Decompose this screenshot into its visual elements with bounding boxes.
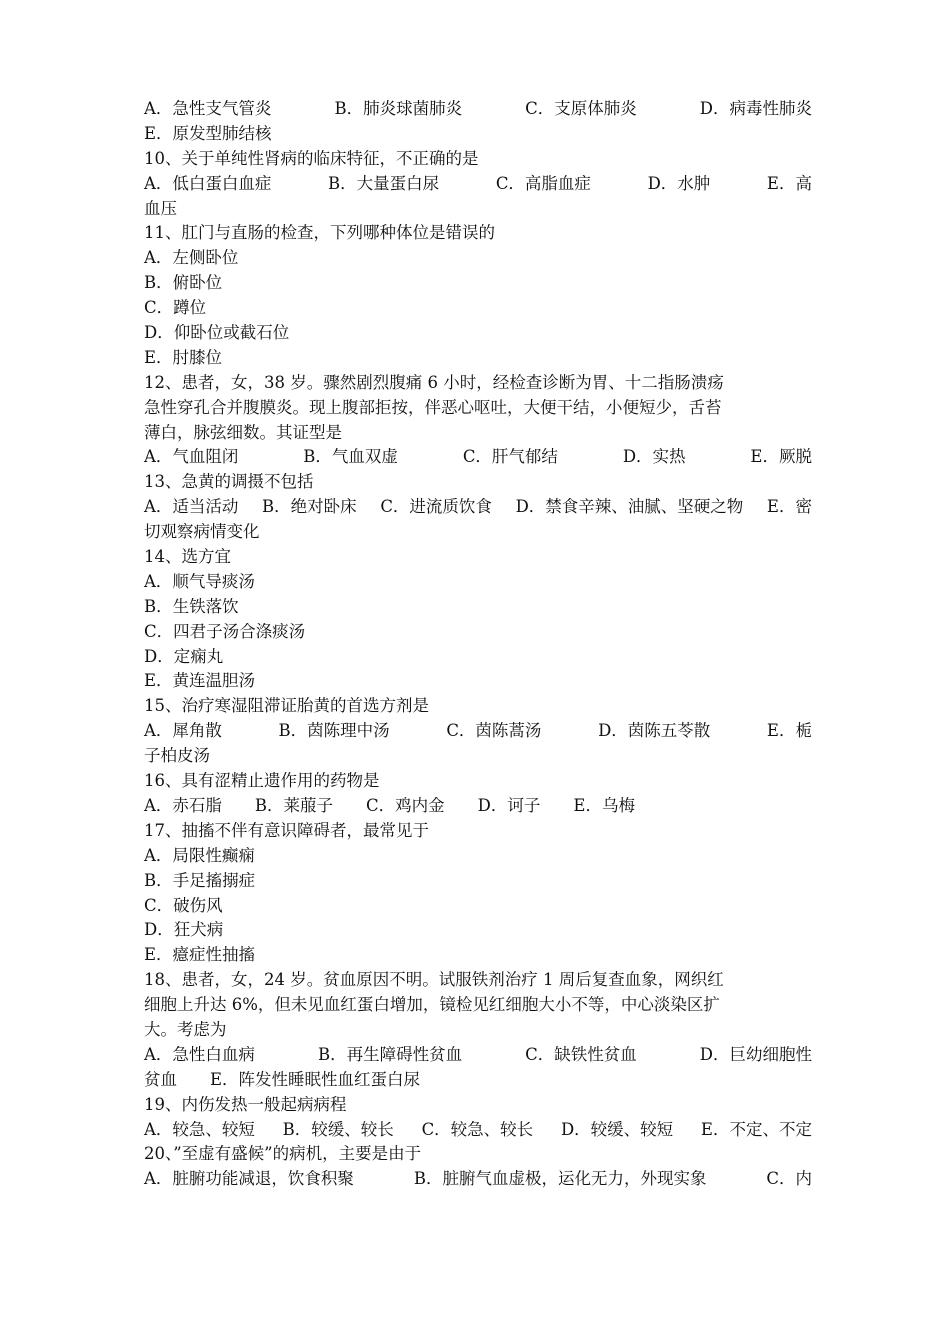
option-text: D．较缓、较短 [560, 1119, 674, 1139]
text-line: C．破伤风 [144, 895, 223, 915]
option-text: E．密 [766, 497, 812, 517]
text-line: 19、内伤发热一般起病病程 [144, 1094, 347, 1114]
text-line: 贫血 E．阵发性睡眠性血红蛋白尿 [144, 1069, 421, 1089]
text-line: B．生铁落饮 [144, 596, 239, 616]
option-text: B．绝对卧床 [262, 497, 357, 517]
text-line: 16、具有涩精止遗作用的药物是 [144, 771, 380, 791]
text-line: A．顺气导痰汤 [144, 571, 255, 591]
text-line: 11、肛门与直肠的检查，下列哪种体位是错误的 [144, 223, 495, 243]
option-text: A．脏腑功能减退，饮食积聚 [144, 1169, 354, 1189]
option-text: D．巨幼细胞性 [699, 1044, 812, 1064]
option-row [144, 97, 812, 122]
option-text: A．急性支气管炎 [144, 99, 272, 118]
text-line: 14、选方宜 [144, 547, 231, 567]
option-text: E．高 [766, 173, 812, 193]
text-line: E．癔症性抽搐 [144, 945, 256, 965]
text-line: A．左侧卧位 [144, 248, 239, 268]
text-line: 子柏皮汤 [144, 746, 210, 766]
text-line: 17、抽搐不伴有意识障碍者，最常见于 [144, 820, 429, 840]
option-text: E．厥脱 [750, 447, 812, 467]
option-text: C．较急、较长 [421, 1119, 534, 1139]
option-text: C．进流质饮食 [380, 497, 492, 517]
text-line: 10、关于单纯性肾病的临床特征，不正确的是 [144, 148, 479, 168]
option-text: C．茵陈蒿汤 [446, 721, 542, 741]
option-text: D．实热 [622, 447, 686, 467]
text-line: 大。考虑为 [144, 1019, 227, 1039]
option-row [144, 719, 812, 744]
text-line: C．蹲位 [144, 298, 207, 318]
text-line: 薄白，脉弦细数。其证型是 [144, 422, 342, 442]
option-text: B．肺炎球菌肺炎 [334, 99, 463, 118]
option-text: E．不定、不定 [700, 1119, 812, 1139]
text-line: C．四君子汤合涤痰汤 [144, 621, 306, 641]
option-text: B．气血双虚 [303, 447, 398, 467]
text-line: A．局限性癫痫 [144, 845, 255, 865]
text-line: B．俯卧位 [144, 273, 223, 293]
option-text: D．病毒性肺炎 [699, 99, 812, 118]
option-text: D．禁食辛辣、油腻、坚硬之物 [515, 497, 744, 517]
text-line: A．赤石脂 B．莱菔子 C．鸡内金 D．诃子 E．乌梅 [144, 795, 635, 815]
option-text: A．较急、较短 [144, 1119, 255, 1139]
option-row [144, 1118, 812, 1143]
text-line: E．黄连温胆汤 [144, 671, 256, 691]
option-text: D．水肿 [647, 173, 711, 193]
text-line: 13、急黄的调摄不包括 [144, 472, 314, 492]
text-line: 20、”至虚有盛候”的病机，主要是由于 [144, 1144, 422, 1164]
option-text: C．内 [766, 1169, 812, 1189]
option-text: C．缺铁性贫血 [525, 1044, 637, 1064]
option-text: B．茵陈理中汤 [278, 721, 390, 741]
option-text: A．适当活动 [144, 497, 239, 517]
option-text: A．犀角散 [144, 721, 222, 741]
text-line: D．狂犬病 [144, 920, 224, 940]
option-text: B．脏腑气血虚极，运化无力，外现实象 [413, 1169, 707, 1189]
option-text: E．栀 [766, 721, 812, 741]
option-text: B．大量蛋白尿 [328, 173, 440, 193]
text-line: 18、患者，女，24 岁。贫血原因不明。试服铁剂治疗 1 周后复查血象，网织红 [144, 970, 724, 990]
text-line: D．仰卧位或截石位 [144, 323, 290, 343]
text-line: E．原发型肺结核 [144, 123, 272, 143]
text-line: D．定痫丸 [144, 646, 224, 666]
option-text: A．低白蛋白血症 [144, 173, 272, 193]
document-page [144, 97, 812, 1192]
option-text: A．急性白血病 [144, 1044, 255, 1064]
text-line: 血压 [144, 198, 177, 218]
text-line: 急性穿孔合并腹膜炎。现上腹部拒按，伴恶心呕吐，大便干结，小便短少，舌苔 [144, 397, 722, 417]
text-line: E．肘膝位 [144, 347, 223, 367]
option-text: C．高脂血症 [495, 173, 591, 193]
option-row [144, 172, 812, 197]
option-text: C．肝气郁结 [462, 447, 558, 467]
option-text: C．支原体肺炎 [525, 99, 637, 118]
option-text: B．较缓、较长 [282, 1119, 394, 1139]
option-text: D．茵陈五苓散 [598, 721, 711, 741]
text-line: 细胞上升达 6%，但未见血红蛋白增加，镜检见红细胞大小不等，中心淡染区扩 [144, 995, 720, 1015]
text-line: 切观察病情变化 [144, 522, 260, 542]
text-line: 15、治疗寒湿阻滞证胎黄的首选方剂是 [144, 696, 429, 716]
option-row [144, 1043, 812, 1068]
option-row [144, 1167, 812, 1192]
option-row [144, 495, 812, 520]
text-line: B．手足搐搦症 [144, 870, 256, 890]
option-text: B．再生障碍性贫血 [317, 1044, 463, 1064]
option-row [144, 445, 812, 470]
option-text: A．气血阻闭 [144, 447, 239, 467]
text-line: 12、患者，女，38 岁。骤然剧烈腹痛 6 小时，经检查诊断为胃、十二指肠溃疡 [144, 372, 724, 392]
